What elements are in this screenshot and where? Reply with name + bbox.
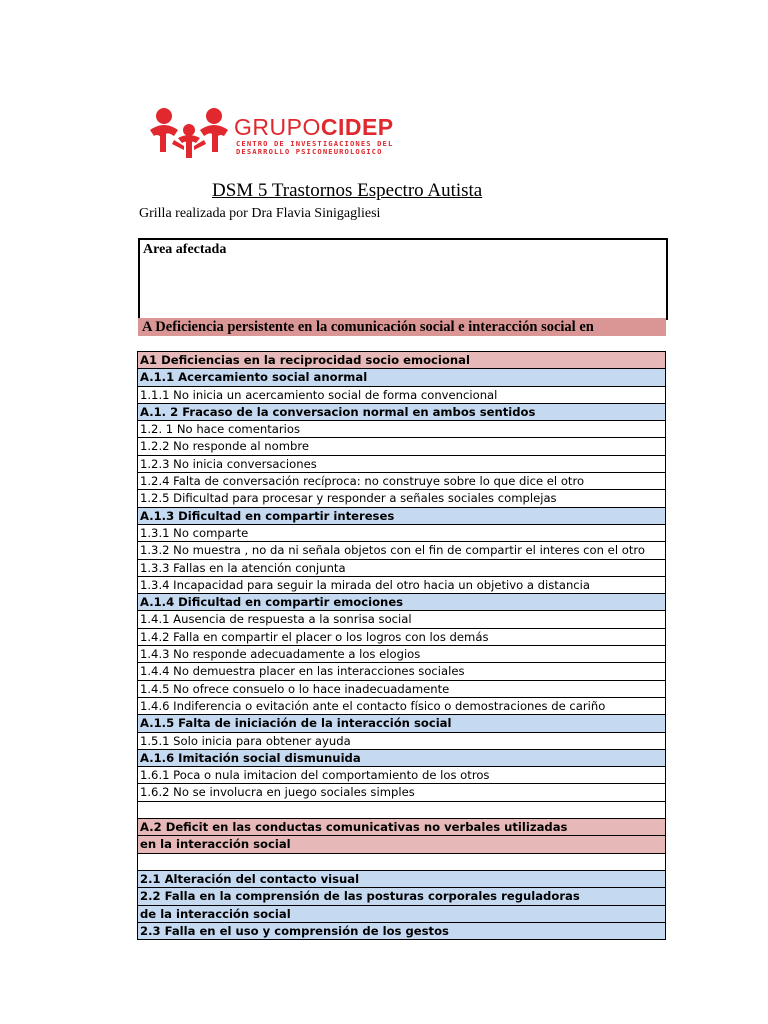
table-row: de la interacción social <box>137 906 666 923</box>
table-row: 1.4.1 Ausencia de respuesta a la sonrisa social <box>137 611 666 628</box>
brand-name <box>234 114 394 140</box>
table-row: 1.4.2 Falla en compartir el placer o los logros con los demás <box>137 629 666 646</box>
criteria-table <box>137 351 666 940</box>
table-row: A.1.4 Dificultad en compartir emociones <box>137 594 666 611</box>
table-row: A.2 Deficit en las conductas comunicativas no verbales utilizadas <box>137 819 666 836</box>
table-row: 1.2.5 Dificultad para procesar y responder a señales sociales complejas <box>137 490 666 507</box>
table-row: 1.1.1 No inicia un acercamiento social de forma convencional <box>137 387 666 404</box>
table-row: A1 Deficiencias en la reciprocidad socio emocional <box>137 352 666 369</box>
table-row: A.1.1 Acercamiento social anormal <box>137 369 666 386</box>
table-row: 1.4.3 No responde adecuadamente a los elogios <box>137 646 666 663</box>
document-subtitle: Grilla realizada por Dra Flavia Sinigagliesi <box>139 206 381 221</box>
brand-regular: GRUPO <box>234 114 321 140</box>
table-row: 1.2.3 No inicia conversaciones <box>137 456 666 473</box>
table-row: 1.2.2 No responde al nombre <box>137 438 666 455</box>
table-row: 1.3.1 No comparte <box>137 525 666 542</box>
table-row: 2.3 Falla en el uso y comprensión de los gestos <box>137 923 666 940</box>
table-row: 2.1 Alteración del contacto visual <box>137 871 666 888</box>
table-row: A.1. 2 Fracaso de la conversacion normal en ambos sentidos <box>137 404 666 421</box>
table-row: 1.4.5 No ofrece consuelo o lo hace inadecuadamente <box>137 681 666 698</box>
table-row: A.1.3 Dificultad en compartir intereses <box>137 508 666 525</box>
table-row: 1.2.4 Falta de conversación recíproca: no construye sobre lo que dice el otro <box>137 473 666 490</box>
area-afectada-box <box>138 238 668 320</box>
table-row: 2.2 Falla en la comprensión de las posturas corporales reguladoras <box>137 888 666 905</box>
table-row: 1.5.1 Solo inicia para obtener ayuda <box>137 733 666 750</box>
table-row: en la interacción social <box>137 836 666 853</box>
document-title: DSM 5 Trastornos Espectro Autista <box>212 180 483 201</box>
table-row: A.1.5 Falta de iniciación de la interacción social <box>137 715 666 732</box>
table-row <box>137 802 666 819</box>
table-row: A.1.6 Imitación social dismunuida <box>137 750 666 767</box>
family-figures-icon <box>148 106 230 162</box>
brand-bold: CIDEP <box>320 114 394 140</box>
table-row: 1.2. 1 No hace comentarios <box>137 421 666 438</box>
table-row: 1.6.1 Poca o nula imitacion del comportamiento de los otros <box>137 767 666 784</box>
table-row: 1.6.2 No se involucra en juego sociales simples <box>137 784 666 801</box>
brand-tagline-line-1: CENTRO DE INVESTIGACIONES DEL <box>236 139 394 148</box>
table-row: 1.3.3 Fallas en la atención conjunta <box>137 560 666 577</box>
table-row <box>137 854 666 871</box>
section-a-header: A Deficiencia persistente en la comunicación social e interacción social en <box>138 318 666 336</box>
table-row: 1.4.6 Indiferencia o evitación ante el contacto físico o demostraciones de cariño <box>137 698 666 715</box>
grupo-cidep-logo <box>148 106 438 164</box>
table-row: 1.3.4 Incapacidad para seguir la mirada del otro hacia un objetivo a distancia <box>137 577 666 594</box>
brand-tagline <box>236 140 393 156</box>
area-afectada-label: Area afectada <box>143 242 227 257</box>
table-row: 1.3.2 No muestra , no da ni señala objetos con el fin de compartir el interes con el otro <box>137 542 666 559</box>
table-row: 1.4.4 No demuestra placer en las interacciones sociales <box>137 663 666 680</box>
brand-tagline-line-2: DESARROLLO PSICONEUROLOGICO <box>236 147 383 156</box>
